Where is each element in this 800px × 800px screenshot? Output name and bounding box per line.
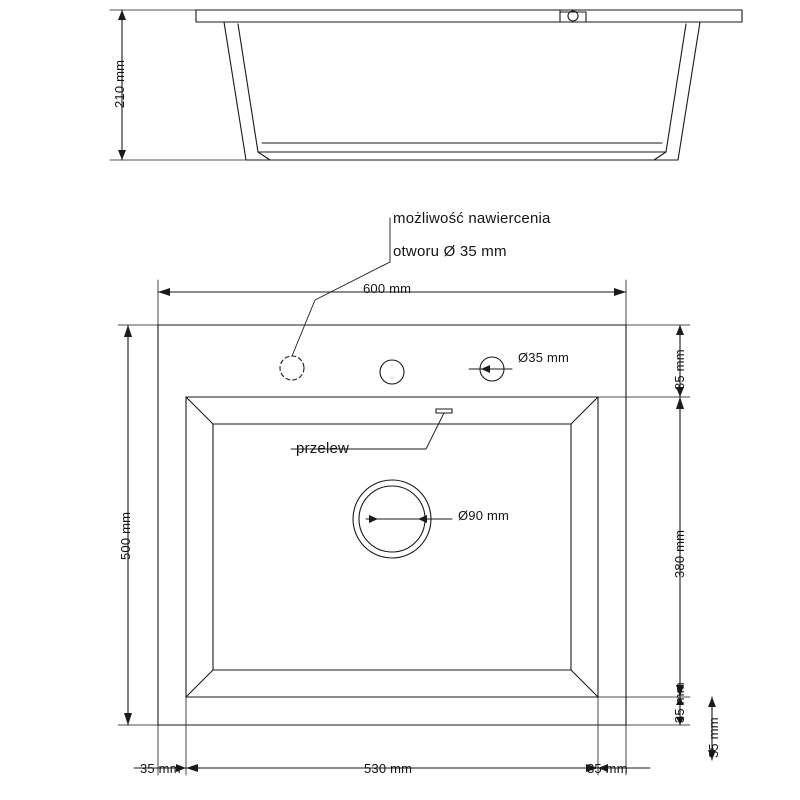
label-note-line1: możliwość nawiercenia <box>393 210 551 227</box>
label-width-600: 600 mm <box>363 281 412 296</box>
label-note-line2: otworu Ø 35 mm <box>393 243 507 260</box>
dim-hole-35 <box>469 365 512 373</box>
top-view-outer-rect <box>158 325 626 725</box>
overflow-slot <box>436 409 452 413</box>
label-depth-210: 210 mm <box>112 59 127 108</box>
label-drain-90: Ø90 mm <box>458 508 510 523</box>
label-hole-35: Ø35 mm <box>518 350 570 365</box>
label-margin-right-35: 35 mm <box>587 761 628 776</box>
label-margin-bottom-35: 35 mm <box>672 682 687 723</box>
label-margin-top-85: 85 mm <box>672 349 687 390</box>
label-inner-width-530: 530 mm <box>364 761 413 776</box>
label-inner-height-380: 380 mm <box>672 529 687 578</box>
label-overflow: przelew <box>296 440 350 457</box>
label-height-500: 500 mm <box>118 511 133 560</box>
dim-drain-90 <box>366 515 452 523</box>
top-view-bowl-rim <box>186 397 598 697</box>
side-view-body <box>196 10 742 160</box>
label-margin-left-35: 35 mm <box>140 761 181 776</box>
label-margin-bottom-35-outer: 35 mm <box>706 717 721 758</box>
tap-holes <box>280 356 504 384</box>
